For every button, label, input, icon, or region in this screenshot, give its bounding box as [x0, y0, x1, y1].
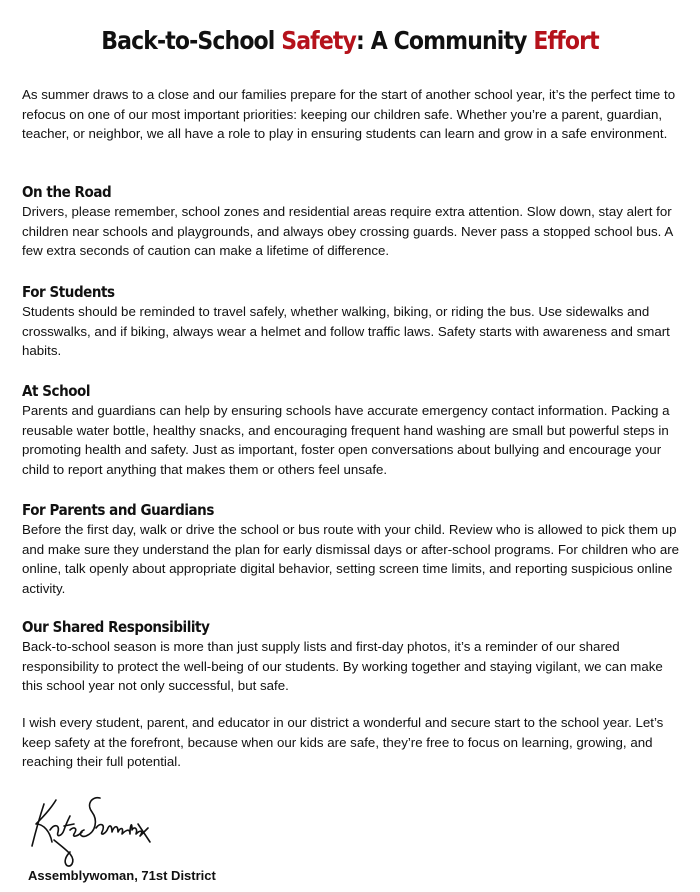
title-part-2: : A Community: [356, 26, 534, 55]
section-heading-at-school: At School: [22, 382, 91, 400]
section-heading-for-parents: For Parents and Guardians: [22, 501, 214, 519]
section-heading-for-students: For Students: [22, 283, 115, 301]
section-text-for-students: Students should be reminded to travel safely, whether walking, biking, or riding the bus. Use sidewalks and crosswalks, and if biking, always wear a helmet and follow traffic laws. Safety starts with awareness and smart habits.: [22, 304, 670, 359]
intro-paragraph: As summer draws to a close and our families prepare for the start of another school year, it’s the perfect time to refocus on one of our most important priorities: keeping our children safe. Whether you’re a parent, guardian, teacher, or neighbor, we all have a role to play in ensuring students can learn and grow in a safe environment.: [22, 87, 676, 142]
title-accent-effort: Effort: [533, 26, 599, 55]
page-title: [42, 26, 658, 55]
section-heading-shared-responsibility: Our Shared Responsibility: [22, 618, 210, 636]
section-text-at-school: Parents and guardians can help by ensuring schools have accurate emergency contact information. Packing a reusable water bottle, healthy snacks, and encouraging frequent hand washing are small but powerful steps in promoting health and safety. Just as important, foster open conversations about bullying and encourage your child to report anything that makes them or others feel unsafe.: [22, 403, 670, 477]
title-part-1: Back-to-School: [101, 26, 282, 55]
section-text-for-parents: Before the first day, walk or drive the school or bus route with your child. Review who is allowed to pick them up and make sure they understand the plan for early dismissal days or after-school programs. For children who are online, talk openly about appropriate digital behavior, setting screen time limits, and reporting suspicious online activity.: [22, 522, 680, 596]
signature-image: [26, 790, 156, 870]
section-heading-on-the-road: On the Road: [22, 183, 112, 201]
signature-title: Assemblywoman, 71st District: [28, 868, 216, 883]
closing-paragraph: I wish every student, parent, and educator in our district a wonderful and secure start to the school year. Let’s keep safety at the forefront, because when our kids are safe, they’re free to focus on learning, growing, and reaching their full potential.: [22, 715, 664, 770]
section-text-on-the-road: Drivers, please remember, school zones and residential areas require extra attention. Slow down, stay alert for children near schools and playgrounds, and always obey crossing guards. Never pass a stopped school bus. A few extra seconds of caution can make a lifetime of difference.: [22, 204, 673, 259]
title-accent-safety: Safety: [281, 26, 357, 55]
section-text-shared-responsibility: Back-to-school season is more than just supply lists and first-day photos, it’s a reminder of our shared responsibility to protect the well-being of our students. By working together and staying vigilant, we can make this school year not only successful, but safe.: [22, 639, 663, 694]
